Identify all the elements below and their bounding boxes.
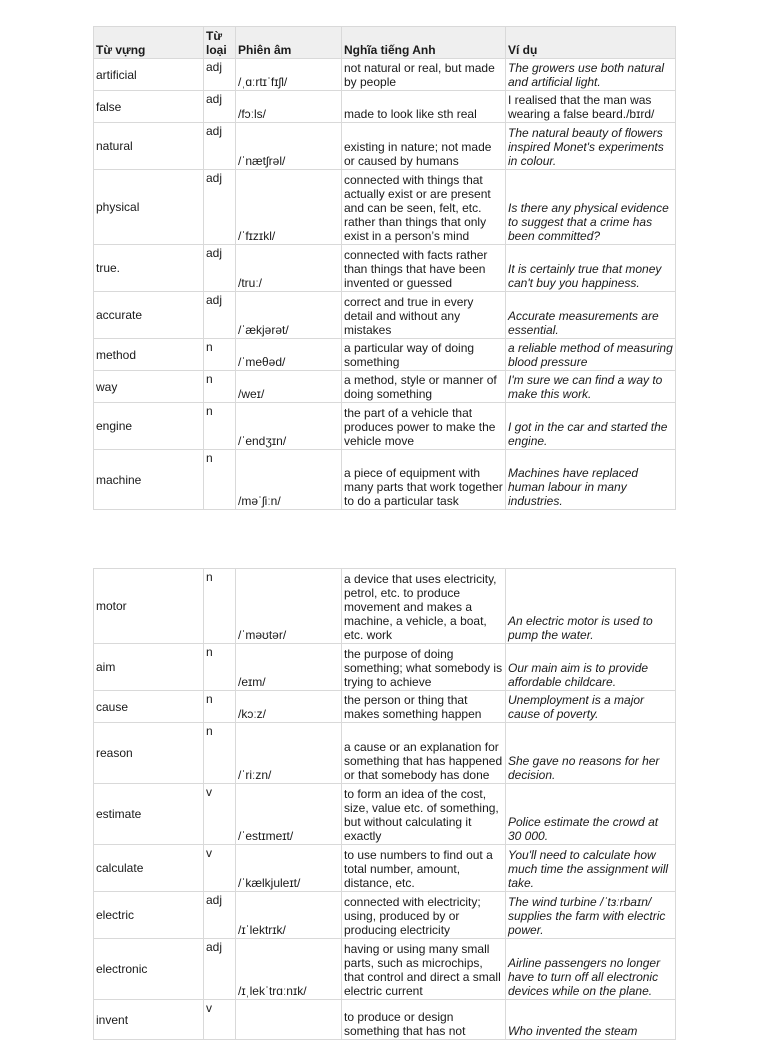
cell-ipa: /ˈnætʃrəl/ bbox=[236, 123, 342, 170]
cell-word: electric bbox=[94, 892, 204, 939]
cell-ipa: /ˈkælkjuleɪt/ bbox=[236, 845, 342, 892]
table-row bbox=[94, 59, 676, 91]
cell-meaning: a piece of equipment with many parts that work together to do a particular task bbox=[342, 450, 506, 510]
cell-ipa: /kɔːz/ bbox=[236, 691, 342, 723]
header-meaning: Nghĩa tiếng Anh bbox=[342, 27, 506, 59]
header-pos: Từ loại bbox=[204, 27, 236, 59]
cell-pos: n bbox=[204, 644, 236, 691]
cell-word: invent bbox=[94, 1000, 204, 1040]
cell-pos: adj bbox=[204, 292, 236, 339]
table-row bbox=[94, 845, 676, 892]
cell-pos: adj bbox=[204, 939, 236, 1000]
cell-ipa: /ˈfɪzɪkl/ bbox=[236, 170, 342, 245]
cell-pos: n bbox=[204, 403, 236, 450]
cell-ipa: /ɪˈlektrɪk/ bbox=[236, 892, 342, 939]
cell-meaning: a particular way of doing something bbox=[342, 339, 506, 371]
cell-word: estimate bbox=[94, 784, 204, 845]
cell-word: electronic bbox=[94, 939, 204, 1000]
cell-ipa: /fɔːls/ bbox=[236, 91, 342, 123]
cell-meaning: not natural or real, but made by people bbox=[342, 59, 506, 91]
cell-word: reason bbox=[94, 723, 204, 784]
cell-word: method bbox=[94, 339, 204, 371]
header-ipa: Phiên âm bbox=[236, 27, 342, 59]
cell-meaning: a device that uses electricity, petrol, etc. to produce movement and makes a machine, a vehicle, a boat, etc. work bbox=[342, 569, 506, 644]
cell-example: The growers use both natural and artificial light. bbox=[506, 59, 676, 91]
table-row bbox=[94, 644, 676, 691]
cell-example: The wind turbine /ˈtɜːrbaɪn/ supplies the farm with electric power. bbox=[506, 892, 676, 939]
cell-pos: v bbox=[204, 784, 236, 845]
cell-meaning: having or using many small parts, such as microchips, that control and direct a small electric current bbox=[342, 939, 506, 1000]
cell-word: calculate bbox=[94, 845, 204, 892]
header-row bbox=[94, 27, 676, 59]
cell-meaning: the part of a vehicle that produces power to make the vehicle move bbox=[342, 403, 506, 450]
cell-ipa: /weɪ/ bbox=[236, 371, 342, 403]
cell-meaning: to use numbers to find out a total number, amount, distance, etc. bbox=[342, 845, 506, 892]
cell-word: way bbox=[94, 371, 204, 403]
cell-ipa: /ˈməʊtər/ bbox=[236, 569, 342, 644]
cell-ipa: /ˌɑːrtɪˈfɪʃl/ bbox=[236, 59, 342, 91]
cell-example: Who invented the steam bbox=[506, 1000, 676, 1040]
cell-example: I got in the car and started the engine. bbox=[506, 403, 676, 450]
cell-ipa: /ˈriːzn/ bbox=[236, 723, 342, 784]
cell-pos: adj bbox=[204, 91, 236, 123]
cell-example: Our main aim is to provide affordable childcare. bbox=[506, 644, 676, 691]
cell-example: You'll need to calculate how much time the assignment will take. bbox=[506, 845, 676, 892]
table-body-1 bbox=[94, 59, 676, 510]
cell-ipa: /ˈmeθəd/ bbox=[236, 339, 342, 371]
cell-meaning: connected with things that actually exist or are present and can be seen, felt, etc. rather than things that only exist in a person’s mind bbox=[342, 170, 506, 245]
cell-example: I realised that the man was wearing a false beard./bɪrd/ bbox=[506, 91, 676, 123]
cell-pos: n bbox=[204, 450, 236, 510]
table-row bbox=[94, 292, 676, 339]
cell-meaning: made to look like sth real bbox=[342, 91, 506, 123]
cell-meaning: correct and true in every detail and without any mistakes bbox=[342, 292, 506, 339]
table-row bbox=[94, 691, 676, 723]
cell-meaning: connected with electricity; using, produced by or producing electricity bbox=[342, 892, 506, 939]
cell-pos: n bbox=[204, 691, 236, 723]
table-row bbox=[94, 245, 676, 292]
table-row bbox=[94, 123, 676, 170]
cell-pos: n bbox=[204, 371, 236, 403]
cell-pos: adj bbox=[204, 123, 236, 170]
table-row bbox=[94, 170, 676, 245]
table-row bbox=[94, 339, 676, 371]
cell-ipa: /məˈʃiːn/ bbox=[236, 450, 342, 510]
cell-word: engine bbox=[94, 403, 204, 450]
cell-ipa: /truː/ bbox=[236, 245, 342, 292]
header-example: Ví dụ bbox=[506, 27, 676, 59]
cell-pos: n bbox=[204, 339, 236, 371]
cell-pos: n bbox=[204, 569, 236, 644]
table-row bbox=[94, 723, 676, 784]
cell-word: physical bbox=[94, 170, 204, 245]
cell-example: She gave no reasons for her decision. bbox=[506, 723, 676, 784]
cell-example: I'm sure we can find a way to make this work. bbox=[506, 371, 676, 403]
table-row bbox=[94, 892, 676, 939]
table-row bbox=[94, 450, 676, 510]
cell-example: Police estimate the crowd at 30 000. bbox=[506, 784, 676, 845]
cell-pos: adj bbox=[204, 170, 236, 245]
cell-pos: adj bbox=[204, 59, 236, 91]
cell-example: It is certainly true that money can't buy you happiness. bbox=[506, 245, 676, 292]
cell-pos: v bbox=[204, 1000, 236, 1040]
cell-meaning: existing in nature; not made or caused by humans bbox=[342, 123, 506, 170]
cell-example: a reliable method of measuring blood pressure bbox=[506, 339, 676, 371]
cell-ipa: /ɪˌlekˈtrɑːnɪk/ bbox=[236, 939, 342, 1000]
header-word: Từ vựng bbox=[94, 27, 204, 59]
cell-ipa: /ˈendʒɪn/ bbox=[236, 403, 342, 450]
cell-word: motor bbox=[94, 569, 204, 644]
cell-ipa bbox=[236, 1000, 342, 1040]
cell-meaning: the person or thing that makes something happen bbox=[342, 691, 506, 723]
cell-pos: adj bbox=[204, 892, 236, 939]
cell-meaning: connected with facts rather than things that have been invented or guessed bbox=[342, 245, 506, 292]
cell-ipa: /ˈestɪmeɪt/ bbox=[236, 784, 342, 845]
cell-meaning: a method, style or manner of doing something bbox=[342, 371, 506, 403]
cell-meaning: to produce or design something that has not bbox=[342, 1000, 506, 1040]
cell-pos: v bbox=[204, 845, 236, 892]
table-row bbox=[94, 939, 676, 1000]
cell-word: false bbox=[94, 91, 204, 123]
table-row bbox=[94, 91, 676, 123]
cell-word: cause bbox=[94, 691, 204, 723]
vocabulary-table-1 bbox=[93, 26, 676, 510]
cell-ipa: /ˈækjərət/ bbox=[236, 292, 342, 339]
cell-example: Unemployment is a major cause of poverty. bbox=[506, 691, 676, 723]
vocabulary-table-2 bbox=[93, 568, 676, 1040]
cell-word: natural bbox=[94, 123, 204, 170]
cell-word: true. bbox=[94, 245, 204, 292]
cell-word: artificial bbox=[94, 59, 204, 91]
table-row bbox=[94, 403, 676, 450]
table-row bbox=[94, 371, 676, 403]
cell-meaning: a cause or an explanation for something that has happened or that somebody has done bbox=[342, 723, 506, 784]
cell-example: Is there any physical evidence to suggest that a crime has been committed? bbox=[506, 170, 676, 245]
cell-word: accurate bbox=[94, 292, 204, 339]
cell-word: machine bbox=[94, 450, 204, 510]
cell-ipa: /eɪm/ bbox=[236, 644, 342, 691]
table-row bbox=[94, 569, 676, 644]
cell-example: Machines have replaced human labour in many industries. bbox=[506, 450, 676, 510]
cell-meaning: to form an idea of the cost, size, value etc. of something, but without calculating it exactly bbox=[342, 784, 506, 845]
cell-pos: n bbox=[204, 723, 236, 784]
cell-pos: adj bbox=[204, 245, 236, 292]
cell-example: Airline passengers no longer have to turn off all electronic devices while on the plane. bbox=[506, 939, 676, 1000]
cell-word: aim bbox=[94, 644, 204, 691]
cell-meaning: the purpose of doing something; what somebody is trying to achieve bbox=[342, 644, 506, 691]
table-body-2 bbox=[94, 569, 676, 1040]
cell-example: The natural beauty of flowers inspired Monet's experiments in colour. bbox=[506, 123, 676, 170]
table-row bbox=[94, 1000, 676, 1040]
cell-example: Accurate measurements are essential. bbox=[506, 292, 676, 339]
cell-example: An electric motor is used to pump the water. bbox=[506, 569, 676, 644]
table-row bbox=[94, 784, 676, 845]
